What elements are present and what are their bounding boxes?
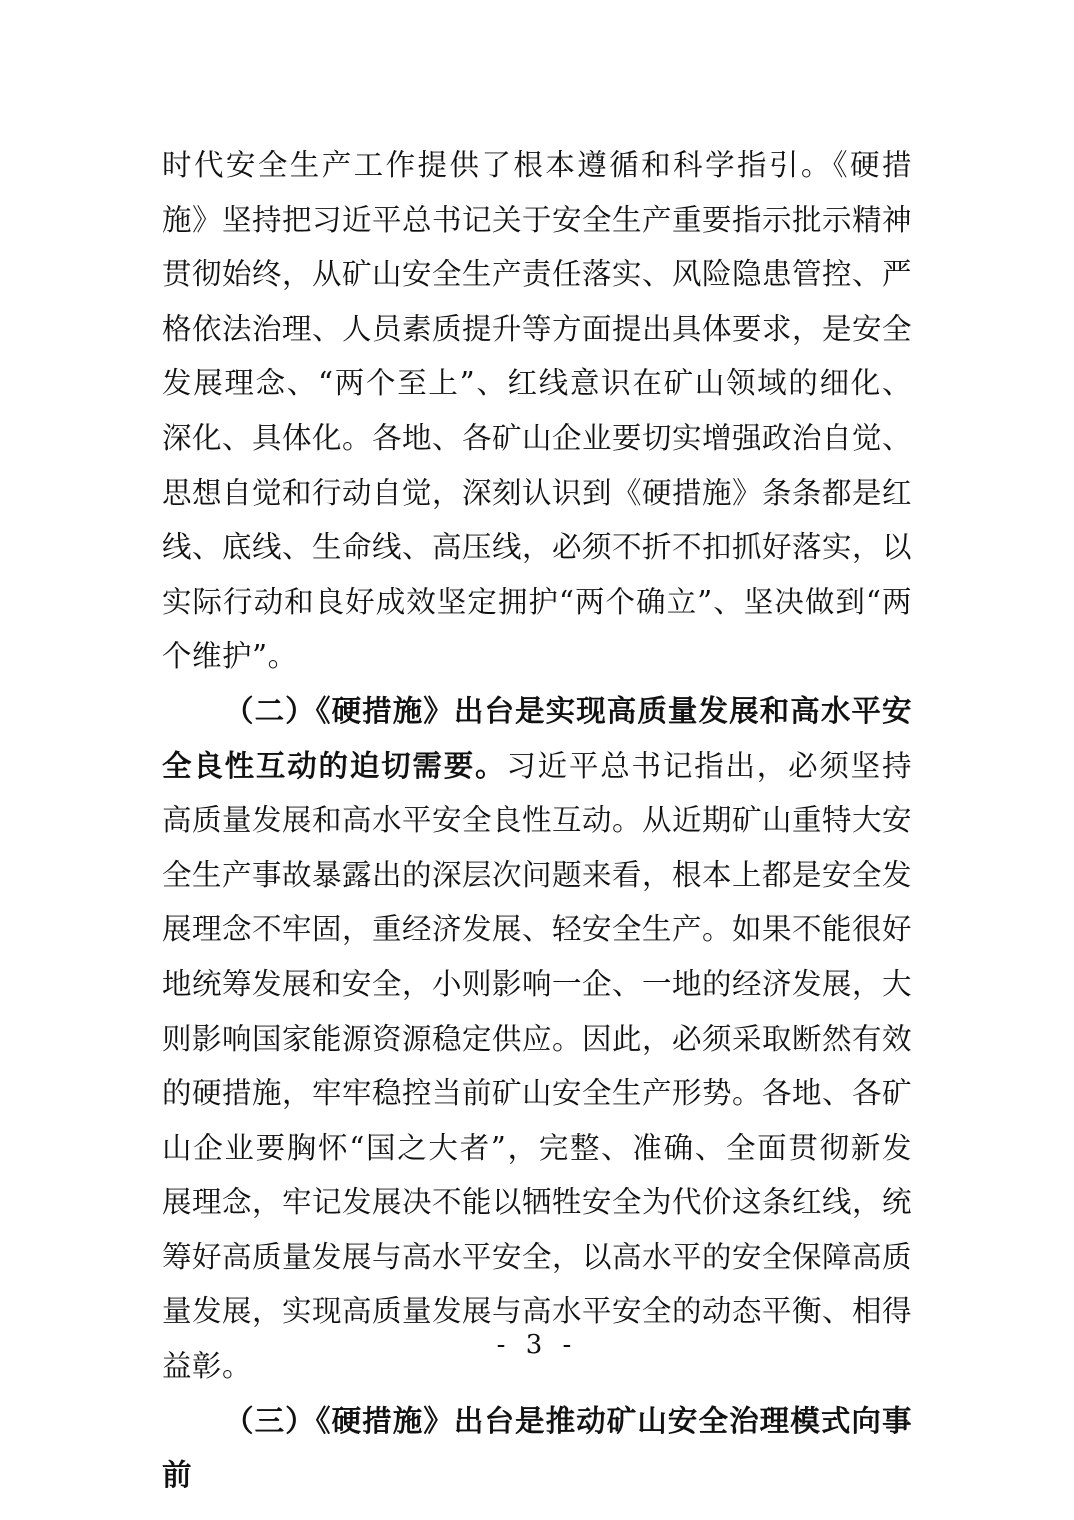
paragraph-text: 习近平总书记指出，必须坚持高质量发展和高水平安全良性互动。从近期矿山重特大安全生产事故暴露出的深层次问题来看，根本上都是安全发展理念不牢固，重经济发展、轻安全生产。如果不能很好地统筹发展和安全，小则影响一企、一地的经济发展，大则影响国家能源资源稳定供应。因此，必须采取断然有效的硬措施，牢牢稳控当前矿山安全生产形势。各地、各矿山企业要胸怀“国之大者”，完整、准确、全面贯彻新发展理念，牢记发展决不能以牺牲安全为代价这条红线，统筹好高质量发展与高水平安全，以高水平的安全保障高质量发展，实现高质量发展与高水平安全的动态平衡、相得益彰。	[162, 748, 913, 1384]
section-heading-3: （三）《硬措施》出台是推动矿山安全治理模式向事前	[162, 1402, 912, 1493]
paragraph-section-2	[162, 684, 912, 1394]
section-heading-2: （二）《硬措施》出台是实现高质量发展和高水平安全良性互动的迫切需要。	[162, 692, 912, 783]
paragraph-continued	[162, 138, 912, 684]
document-body	[162, 138, 912, 1503]
paragraph-section-3	[162, 1394, 912, 1503]
page-number: - 3 -	[496, 1330, 578, 1360]
paragraph-text: 时代安全生产工作提供了根本遵循和科学指引。《硬措施》坚持把习近平总书记关于安全生产重要指示批示精神贯彻始终，从矿山安全生产责任落实、风险隐患管控、严格依法治理、人员素质提升等方面提出具体要求，是安全发展理念、“两个至上”、红线意识在矿山领域的细化、深化、具体化。各地、各矿山企业要切实增强政治自觉、思想自觉和行动自觉，深刻认识到《硬措施》条条都是红线、底线、生命线、高压线，必须不折不扣抓好落实，以实际行动和良好成效坚定拥护“两个确立”、坚决做到“两个维护”。	[162, 148, 913, 674]
